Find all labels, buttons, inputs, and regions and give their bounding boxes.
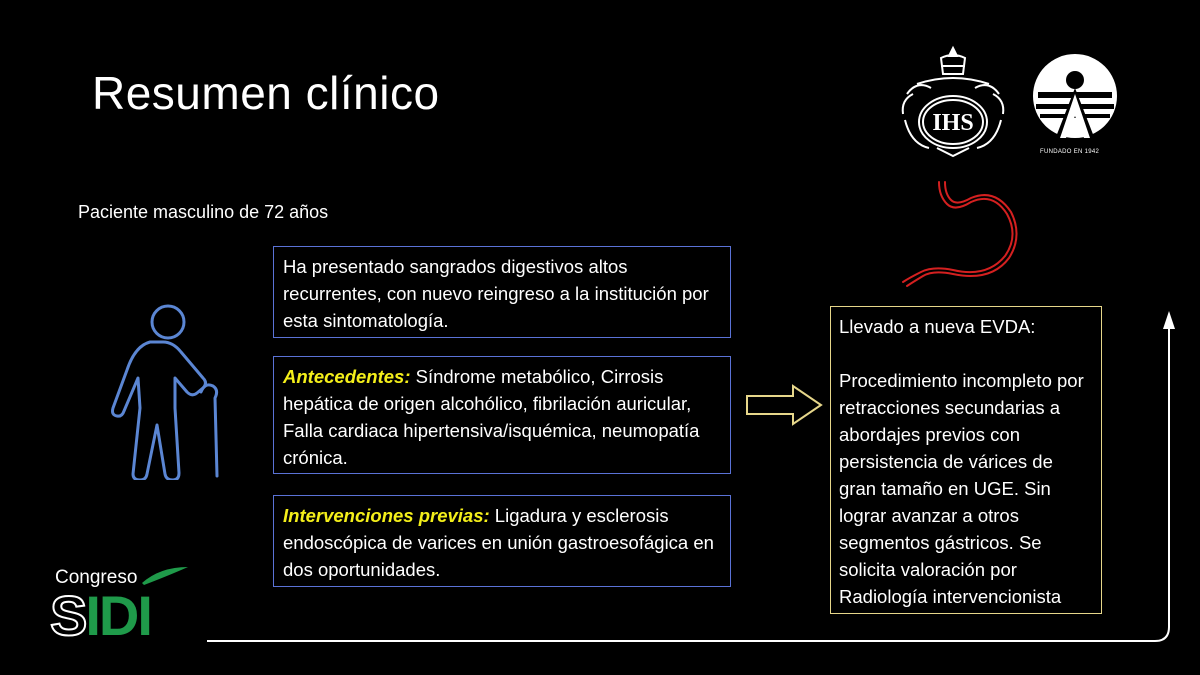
evda-heading: Llevado a nueva EVDA: bbox=[839, 316, 1036, 337]
history-text: Ha presentado sangrados digestivos altos recurrentes, con nuevo reingreso a la institución por esta sintomatología. bbox=[283, 256, 709, 331]
congress-brand-idi: IDI bbox=[85, 584, 151, 647]
slide-title: Resumen clínico bbox=[92, 67, 440, 119]
evda-text: Procedimiento incompleto por retracciones secundarias a abordajes previos con persistencia de várices de gran tamaño en UGE. Sin lograr avanzar a otros segmentos gástricos. Se solicita valoración por Radiología intervencionista bbox=[839, 370, 1084, 607]
antecedents-label: Antecedentes: bbox=[283, 366, 411, 387]
previous-interventions-label: Intervenciones previas: bbox=[283, 505, 490, 526]
antecedents-text: Síndrome metabólico, Cirrosis hepática de origen alcohólico, fibrilación auricular, Falla cardiaca hipertensiva/isquémica, neumopatía crónica. bbox=[283, 366, 700, 468]
timeline-connector bbox=[205, 305, 1190, 650]
congress-brand-logo bbox=[50, 584, 151, 647]
previous-interventions-text: Ligadura y esclerosis endoscópica de varices en unión gastroesofágica en dos oportunidades. bbox=[283, 505, 714, 580]
congress-label: Congreso bbox=[55, 567, 138, 588]
hospital-motto: FUNDADO EN 1942 bbox=[1040, 149, 1100, 155]
university-seal-logo bbox=[897, 44, 1009, 158]
congress-brand-s: S bbox=[50, 584, 86, 647]
stomach-icon bbox=[895, 178, 1025, 288]
hospital-logo bbox=[1030, 50, 1120, 150]
seal-text: IHS bbox=[932, 110, 974, 136]
patient-summary: Paciente masculino de 72 años bbox=[78, 202, 329, 222]
